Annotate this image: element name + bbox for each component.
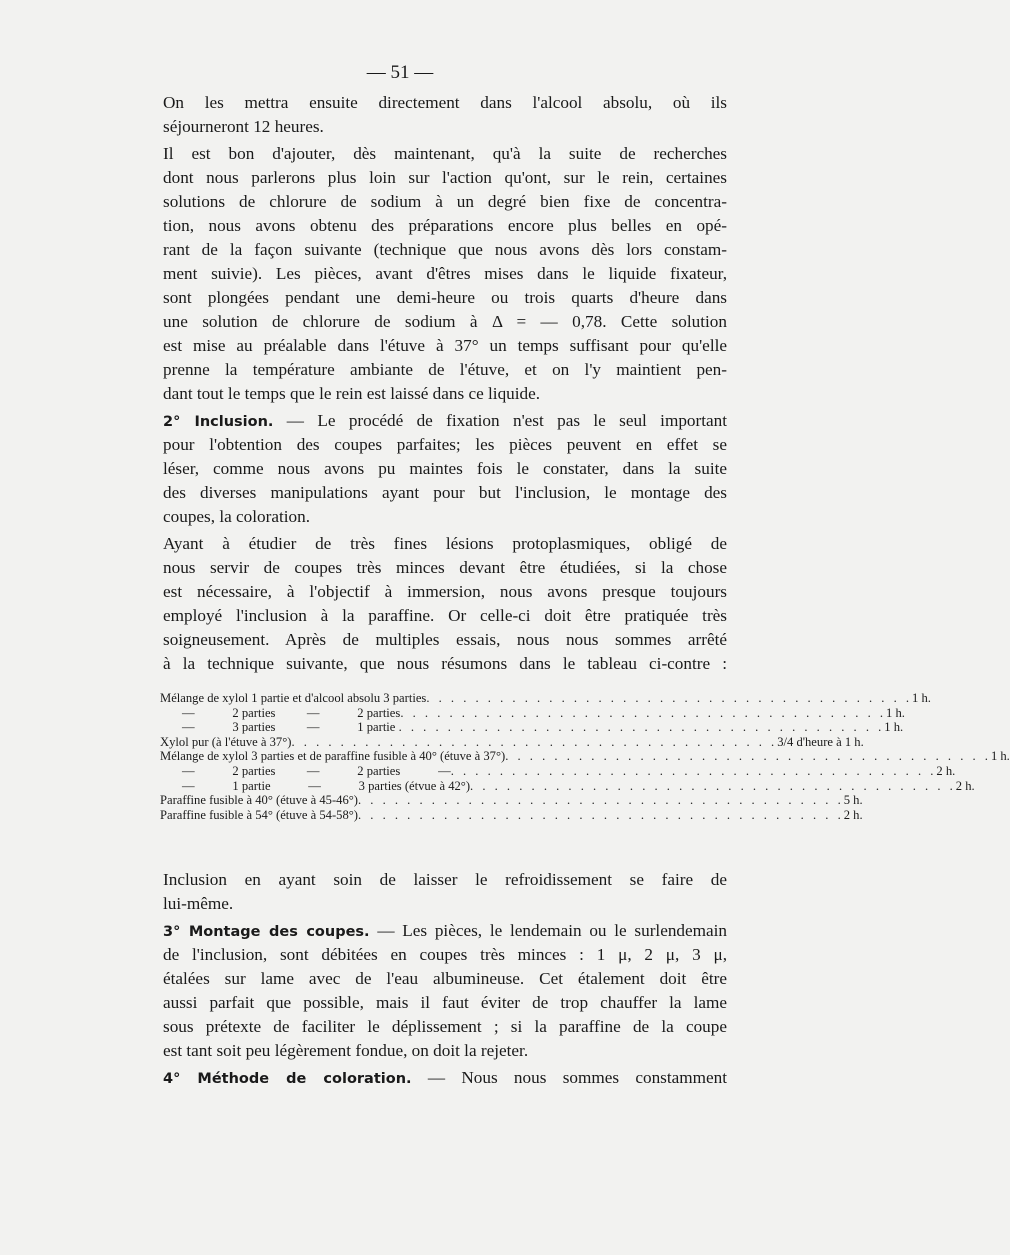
table-row [160,749,1010,764]
paragraph-alcool [163,91,727,139]
text-line: de l'inclusion, sont débitées en coupes très minces : 1 μ, 2 μ, 3 μ, [163,945,727,964]
dot-leader: . . . . . . . . . . . . . . . . . . . . . . . . . . . . . . . . . . . . . . . . [470,778,956,793]
row-label: — 3 parties — 1 partie [160,720,399,735]
text-line: est nécessaire, à l'objectif à immersion, nous avons presque toujours [163,582,727,601]
text-line: des diverses manipulations ayant pour but l'inclusion, le montage des [163,483,727,502]
body-text-bottom [163,868,727,1093]
text-line: tion, nous avons obtenu des préparations encore plus belles en opé- [163,216,727,235]
row-duration: 2 h. [936,763,956,778]
paragraph-inclusion [163,409,727,529]
table-row [160,705,905,721]
row-duration: 2 h. [955,778,975,793]
text-line: une solution de chlorure de sodium à Δ = — 0,78. Cette solution [163,312,727,331]
text-line: rant de la façon suivante (technique que nous avons dès lors constam- [163,240,727,259]
text-span: — Le procédé de fixation n'est pas le seul important [273,411,728,430]
paragraph-montage [163,919,727,1063]
paragraph-refroidissement [163,868,727,916]
text-line: coupes, la coloration. [163,507,311,526]
dot-leader: . . . . . . . . . . . . . . . . . . . . . . . . . . . . . . . . . . . . . . . . [357,793,844,808]
text-line: est tant soit peu légèrement fondue, on doit la rejeter. [163,1041,529,1060]
text-span: — Les pièces, le lendemain ou le surlendemain [369,921,728,940]
table-row [160,793,863,808]
text-line: sont plongées pendant une demi-heure ou trois quarts d'heure dans [163,288,727,307]
section-heading-inclusion: 2° Inclusion. [163,414,274,430]
row-label: Mélange de xylol 3 parties et de paraffine fusible à 40° (étuve à 37°) [160,749,506,764]
table-row [160,691,931,706]
text-line [163,1066,727,1090]
row-duration: 1 h. [884,720,904,735]
row-duration: 2 h. [843,807,863,822]
text-line: prenne la température ambiante de l'étuve, et on l'y maintient pen- [163,360,727,379]
body-text-top [163,91,727,679]
text-line: soigneusement. Après de multiples essais, nous nous sommes arrêté [163,630,727,649]
text-line: lui-même. [163,894,234,913]
paragraph-chlorure [163,142,727,406]
paragraph-coloration [163,1066,727,1090]
text-line: aussi parfait que possible, mais il faut éviter de trop chauffer la lame [163,993,727,1012]
table-row [160,778,975,794]
row-label: Mélange de xylol 1 partie et d'alcool absolu 3 parties [160,691,427,705]
dot-leader: . . . . . . . . . . . . . . . . . . . . . . . . . . . . . . . . . . . . . . . . [400,705,887,720]
dot-leader: . . . . . . . . . . . . . . . . . . . . . . . . . . . . . . . . . . . . . . . . [426,691,913,705]
text-line: pour l'obtention des coupes parfaites; les pièces peuvent en effet se [163,435,727,454]
text-line: étalées sur lame avec de l'eau albumineuse. Cet étalement doit être [163,969,727,988]
row-label: — 2 parties — 2 parties [160,705,401,720]
section-heading-montage: 3° Montage des coupes. [163,924,370,940]
text-line: On les mettra ensuite directement dans l'alcool absolu, où ils [163,93,727,112]
dot-leader: . . . . . . . . . . . . . . . . . . . . . . . . . . . . . . . . . . . . . . . . [398,720,885,735]
table-row [160,720,904,735]
row-label: — 1 partie — 3 parties (étvue à 42°) [160,778,471,793]
text-line: sous prétexte de faciliter le déplissement ; si la paraffine de la coupe [163,1017,727,1036]
row-label: Xylol pur (à l'étuve à 37°) [160,734,292,749]
table-row [160,807,863,823]
row-label: Paraffine fusible à 54° (étuve à 54-58°) [160,807,358,822]
text-line: séjourneront 12 heures. [163,117,324,136]
text-line: à la technique suivante, que nous résumons dans le tableau ci-contre : [163,654,727,673]
text-line: Inclusion en ayant soin de laisser le refroidissement se faire de [163,870,727,889]
text-line: employé l'inclusion à la paraffine. Or celle-ci doit être pratiquée très [163,606,727,625]
dot-leader: . . . . . . . . . . . . . . . . . . . . . . . . . . . . . . . . . . . . . . . . [357,807,844,822]
text-line: Il est bon d'ajouter, dès maintenant, qu'à la suite de recherches [163,144,727,163]
row-duration: 3/4 d'heure à 1 h. [777,734,864,749]
text-line: solutions de chlorure de sodium à un degré bien fixe de concentra- [163,192,727,211]
row-duration: 1 h. [886,705,905,720]
row-duration: 1 h. [990,749,1010,764]
text-line: nous servir de coupes très minces devant être étudiées, si la chose [163,558,727,577]
table-row [160,734,864,750]
text-line: est mise au préalable dans l'étuve à 37° un temps suffisant pour qu'elle [163,336,727,355]
row-label: Paraffine fusible à 40° (étuve à 45-46°) [160,793,358,808]
inclusion-schedule-table [160,691,1010,822]
text-line: dant tout le temps que le rein est laissé dans ce liquide. [163,384,541,403]
page-number: — 51 — [366,62,434,83]
dot-leader: . . . . . . . . . . . . . . . . . . . . . . . . . . . . . . . . . . . . . . . . [505,749,991,764]
text-line [163,919,727,943]
row-duration: 5 h. [843,793,863,808]
dot-leader: . . . . . . . . . . . . . . . . . . . . . . . . . . . . . . . . . . . . . . . . [291,734,778,749]
section-heading-coloration: 4° Méthode de coloration. [163,1071,412,1087]
table-row [160,763,956,779]
text-line: ment suivie). Les pièces, avant d'êtres mises dans le liquide fixateur, [163,264,727,283]
text-line: Ayant à étudier de très fines lésions protoplasmiques, obligé de [163,534,727,553]
row-label: — 2 parties — 2 parties — [160,763,451,778]
text-line [163,409,727,433]
dot-leader: . . . . . . . . . . . . . . . . . . . . . . . . . . . . . . . . . . . . . . . . [450,763,937,778]
row-duration: 1 h. [912,691,931,705]
text-line: léser, comme nous avons pu maintes fois le constater, dans la suite [163,459,727,478]
paragraph-ayant [163,532,727,676]
text-span: — Nous nous sommes constamment [411,1068,727,1087]
text-line: dont nous parlerons plus loin sur l'action qu'ont, sur le rein, certaines [163,168,727,187]
